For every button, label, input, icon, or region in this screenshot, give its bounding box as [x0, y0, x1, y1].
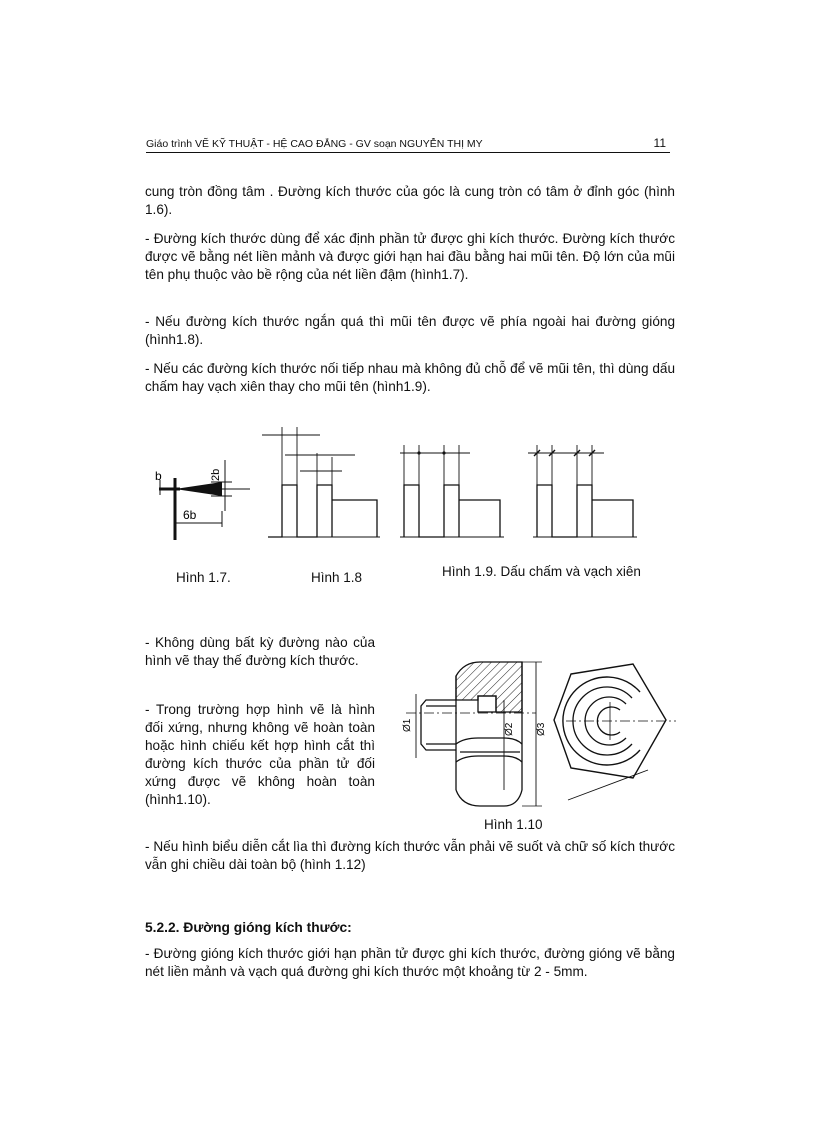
- figures-1-7-to-1-9: [0, 415, 816, 575]
- label-diameter-3: Ø3: [536, 722, 547, 736]
- paragraph-short-dimension: - Nếu đường kích thước ngắn quá thì mũi tên được vẽ phía ngoài hai đường gióng (hình1.8).: [145, 314, 675, 347]
- caption-fig-1-7: Hình 1.7.: [176, 570, 231, 585]
- figure-1-7-arrow-detail: [159, 460, 250, 540]
- label-2b: 2b: [210, 468, 222, 481]
- figure-1-9-dots: [400, 445, 504, 537]
- figure-1-8-outside-arrows: [262, 427, 380, 537]
- label-diameter-2: Ø2: [504, 722, 515, 736]
- label-6b: 6b: [183, 508, 197, 522]
- figure-1-10-nut: [386, 640, 676, 830]
- header-title: Giáo trình VẼ KỸ THUẬT - HỆ CAO ĐẲNG - GV soạn NGUYỄN THỊ MY: [146, 138, 483, 150]
- paragraph-cut-view: - Nếu hình biểu diễn cắt lìa thì đường kích thước vẫn phải vẽ suốt và chữ số kích thước vẫn ghi chiều dài toàn bộ (hình 1.12): [145, 839, 675, 872]
- paragraph-no-substitute: - Không dùng bất kỳ đường nào của hình vẽ thay thế đường kích thước.: [145, 635, 375, 668]
- paragraph-symmetric: - Trong trường hợp hình vẽ là hình đối xứng, nhưng không vẽ hoàn toàn hoặc hình chiếu kết hợp hình cắt thì đường kích thước của phần tử đối xứng được vẽ không hoàn toàn (hình1.10).: [145, 702, 375, 807]
- page-number: 11: [653, 136, 666, 150]
- caption-fig-1-8: Hình 1.8: [311, 570, 363, 585]
- paragraph-dimension-line: - Đường kích thước dùng để xác định phần tử được ghi kích thước. Đường kích thước được vẽ bằng nét liền mảnh và được giới hạn hai đầu bằng hai mũi tên. Độ lớn của mũi tên phụ thuộc vào bề rộng của nét liền đậm (hình1.7).: [145, 231, 675, 282]
- label-diameter-1: Ø1: [402, 718, 413, 732]
- paragraph-chain-dimension: - Nếu các đường kích thước nối tiếp nhau mà không đủ chỗ để vẽ mũi tên, thì dùng dấu chấm hay vạch xiên thay cho mũi tên (hình1.9).: [145, 361, 675, 394]
- page-header: [146, 136, 670, 153]
- label-b: b: [155, 469, 162, 483]
- section-heading-extension-lines: 5.2.2. Đường gióng kích thước:: [145, 920, 352, 935]
- paragraph-arc-dimension: cung tròn đồng tâm . Đường kích thước của góc là cung tròn có tâm ở đỉnh góc (hình 1.6).: [145, 184, 675, 217]
- paragraph-extension-lines: - Đường gióng kích thước giới hạn phần tử được ghi kích thước, đường gióng vẽ bằng nét liền mảnh và vạch quá đường ghi kích thước một khoảng từ 2 - 5mm.: [145, 946, 675, 979]
- caption-fig-1-10: Hình 1.10: [484, 817, 543, 832]
- caption-fig-1-9: Hình 1.9. Dấu chấm và vạch xiên: [442, 564, 641, 579]
- figure-1-9-slashes: [528, 445, 637, 537]
